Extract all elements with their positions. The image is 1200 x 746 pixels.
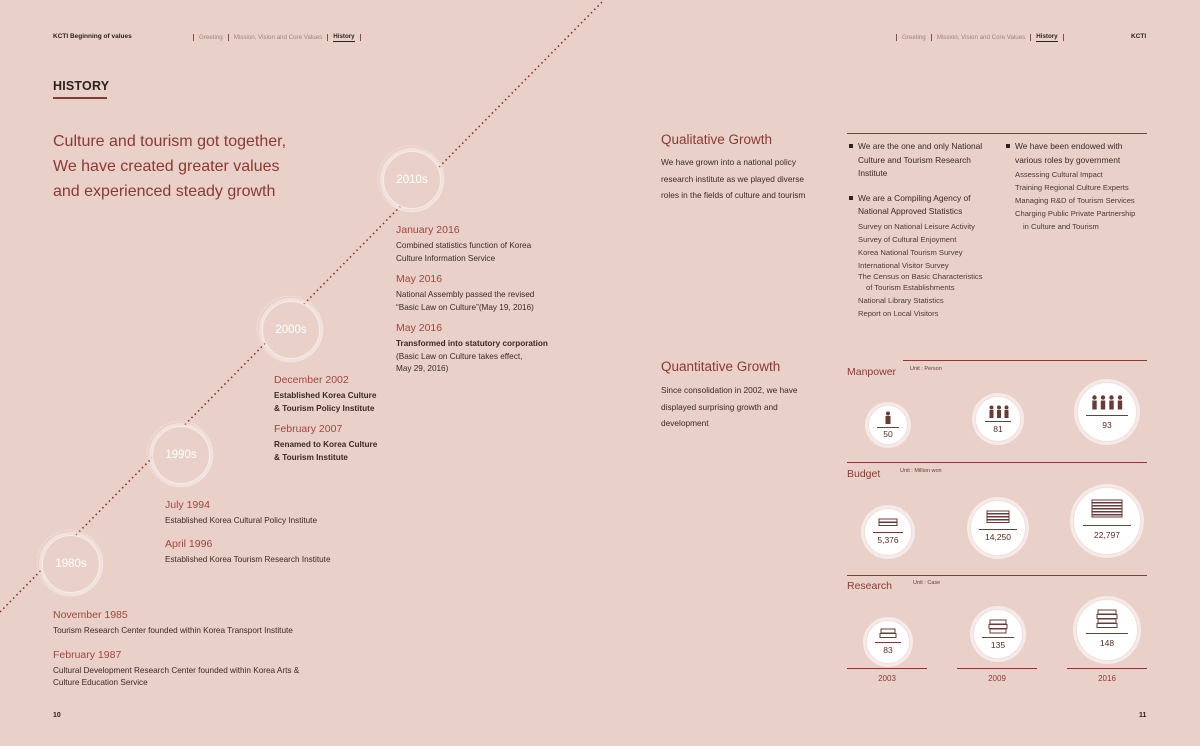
event-text: May 29, 2016) [396, 364, 449, 373]
person-icon [883, 411, 893, 425]
event-text: Culture Education Service [53, 678, 148, 687]
quantitative-body-line: Since consolidation in 2002, we have [661, 385, 798, 395]
bullet-text: We are the one and only National [858, 141, 983, 151]
event-text: Established Korea Tourism Research Institute [165, 554, 331, 564]
nav-greeting-right[interactable]: Greeting [902, 34, 926, 41]
event-text: Established Korea Cultural Policy Institute [165, 516, 318, 525]
qualitative-title: Qualitative Growth [661, 132, 773, 147]
budget-label: Budget [847, 468, 881, 480]
manpower-rule [903, 360, 1147, 361]
page-number-right: 11 [1139, 712, 1147, 719]
event-date: December 2002 [274, 374, 349, 386]
event-text: & Tourism Policy Institute [274, 403, 375, 413]
event-date: May 2016 [396, 322, 443, 334]
page-number-left: 10 [53, 712, 61, 719]
event-text: Transformed into statutory corporation [396, 339, 548, 348]
events-2000s [274, 374, 434, 464]
manpower-label: Manpower [847, 366, 897, 378]
bullet-text: National Approved Statistics [858, 206, 963, 216]
header-left-title: KCTI Beginning of values [53, 33, 132, 40]
event-date: April 1996 [165, 537, 213, 550]
event-text: Combined statistics function of Korea [396, 241, 532, 250]
research-value: 83 [883, 645, 893, 655]
bullet-1 [849, 140, 999, 181]
books-stack-icon [1096, 609, 1118, 629]
page-title: HISTORY [53, 79, 110, 93]
header-nav-right [891, 33, 1069, 42]
nav-history[interactable]: History [333, 33, 355, 40]
nav-mission-right[interactable]: Mission, Vision and Core Values [936, 34, 1026, 41]
event-text: (Basic Law on Culture takes effect, [396, 351, 523, 361]
event-date: February 2007 [274, 423, 343, 435]
event-text: Established Korea Culture [274, 391, 377, 400]
qualitative-body-line: research institute as we played diverse [661, 173, 804, 184]
people-icon [988, 405, 1010, 419]
bullet-text: various roles by government [1015, 154, 1121, 165]
research-value: 148 [1099, 638, 1115, 648]
event-text: Renamed to Korea Culture [274, 440, 378, 449]
nav-history-right[interactable]: History [1036, 33, 1058, 40]
manpower-unit: Unit : Person [910, 366, 942, 372]
event-text: “Basic Law on Culture”(May 19, 2016) [396, 302, 534, 312]
event-date: January 2016 [396, 224, 460, 236]
era-1990s: 1990s [152, 426, 210, 484]
event-text: Culture Information Service [396, 253, 496, 263]
bullet-text: Institute [858, 168, 888, 178]
list-item: Assessing Cultural Impact [1015, 170, 1103, 179]
year-label-2003: 2003 [878, 674, 896, 683]
bullet-text: We are a Compiling Agency of [858, 192, 971, 203]
header-right-title: KCTI [1131, 33, 1147, 40]
qualitative-rule [847, 133, 1147, 134]
manpower-2016 [1077, 382, 1137, 442]
event-text: National Assembly passed the revised [396, 290, 535, 299]
list-item: National Library Statistics [858, 296, 944, 305]
year-rule-2009 [957, 668, 1037, 669]
statistics-list [849, 220, 999, 321]
list-item: Korea National Tourism Survey [858, 247, 963, 257]
header-nav-left [188, 33, 366, 42]
list-item: Managing R&D of Tourism Services [1015, 196, 1135, 205]
events-1990s [165, 499, 405, 566]
events-2010s [396, 224, 596, 376]
event-text: Tourism Research Center founded within Korea Transport Institute [53, 626, 293, 635]
quantitative-body-line: displayed surprising growth and [661, 401, 778, 412]
manpower-value: 81 [993, 424, 1003, 434]
qualitative-col1 [849, 140, 999, 320]
bullet-square-icon [849, 144, 853, 148]
event-text: & Tourism Institute [274, 452, 348, 462]
list-item: International Visitor Survey [858, 260, 949, 270]
bullet-text: We have been endowed with [1015, 141, 1123, 151]
event-text: Cultural Development Research Center founded within Korea Arts & [53, 665, 300, 675]
research-2003 [866, 620, 910, 664]
budget-value: 5,376 [877, 535, 899, 545]
research-label: Research [847, 580, 892, 592]
budget-value: 22,797 [1094, 530, 1120, 540]
list-item: Training Regional Culture Experts [1015, 183, 1129, 192]
money-stack-icon [986, 510, 1010, 524]
bullet-3 [1006, 140, 1156, 167]
list-item: of Tourism Establishments [866, 283, 955, 292]
qualitative-body-line: roles in the fields of culture and tourism [661, 190, 806, 200]
qualitative-col2 [1006, 140, 1156, 233]
bullet-text: Culture and Tourism Research [858, 154, 971, 165]
money-large-stack-icon [1091, 499, 1123, 518]
bullet-2 [849, 192, 999, 219]
budget-2009 [970, 500, 1026, 556]
title-underline [53, 97, 107, 99]
event-date: November 1985 [53, 609, 128, 621]
year-rule-2016 [1067, 668, 1147, 669]
money-icon [878, 518, 898, 527]
headline [53, 129, 286, 204]
research-2016 [1076, 599, 1138, 661]
event-date: July 1994 [165, 499, 210, 511]
era-2010s: 2010s [383, 151, 441, 209]
books-icon [988, 619, 1008, 634]
era-1980s: 1980s [42, 535, 100, 593]
list-item: Survey on National Leisure Activity [858, 221, 975, 231]
research-2009 [973, 609, 1023, 659]
headline-line-1: Culture and tourism got together, [53, 133, 287, 150]
events-1980s [53, 609, 353, 690]
roles-list [1006, 168, 1156, 233]
bullet-square-icon [1006, 144, 1010, 148]
quantitative-title: Quantitative Growth [661, 359, 781, 374]
manpower-value: 93 [1102, 420, 1112, 430]
quantitative-body-line: development [661, 418, 709, 428]
budget-2003 [864, 508, 912, 556]
manpower-2003 [868, 405, 908, 445]
headline-line-2: We have created greater values [53, 158, 280, 175]
manpower-2009 [975, 396, 1021, 442]
headline-line-3: and experienced steady growth [53, 183, 276, 200]
qualitative-body-line: We have grown into a national policy [661, 157, 796, 167]
qualitative-body [661, 154, 805, 204]
year-rule-2003 [847, 668, 927, 669]
book-icon [879, 628, 897, 639]
event-date: May 2016 [396, 273, 443, 285]
research-unit: Unit : Case [913, 580, 941, 586]
nav-greeting[interactable]: Greeting [199, 34, 223, 41]
research-value: 135 [990, 640, 1006, 650]
nav-mission[interactable]: Mission, Vision and Core Values [233, 34, 323, 41]
year-label-2016: 2016 [1098, 674, 1116, 683]
quantitative-body [661, 382, 798, 432]
budget-rule [847, 462, 1147, 463]
list-item: in Culture and Tourism [1023, 222, 1099, 231]
list-item: Report on Local Visitors [858, 309, 939, 318]
budget-value: 14,250 [985, 532, 1011, 542]
era-2000s: 2000s [262, 301, 320, 359]
event-date: February 1987 [53, 648, 122, 661]
bullet-square-icon [849, 196, 853, 200]
list-item: The Census on Basic Characteristics [858, 271, 983, 281]
list-item: Survey of Cultural Enjoyment [858, 234, 957, 244]
crowd-icon [1091, 395, 1124, 411]
year-label-2009: 2009 [988, 674, 1006, 683]
manpower-value: 50 [883, 429, 893, 439]
list-item: Charging Public Private Partnership [1015, 209, 1136, 218]
research-rule [847, 575, 1147, 576]
budget-2016 [1073, 487, 1141, 555]
budget-unit: Unit : Million won [900, 468, 942, 474]
